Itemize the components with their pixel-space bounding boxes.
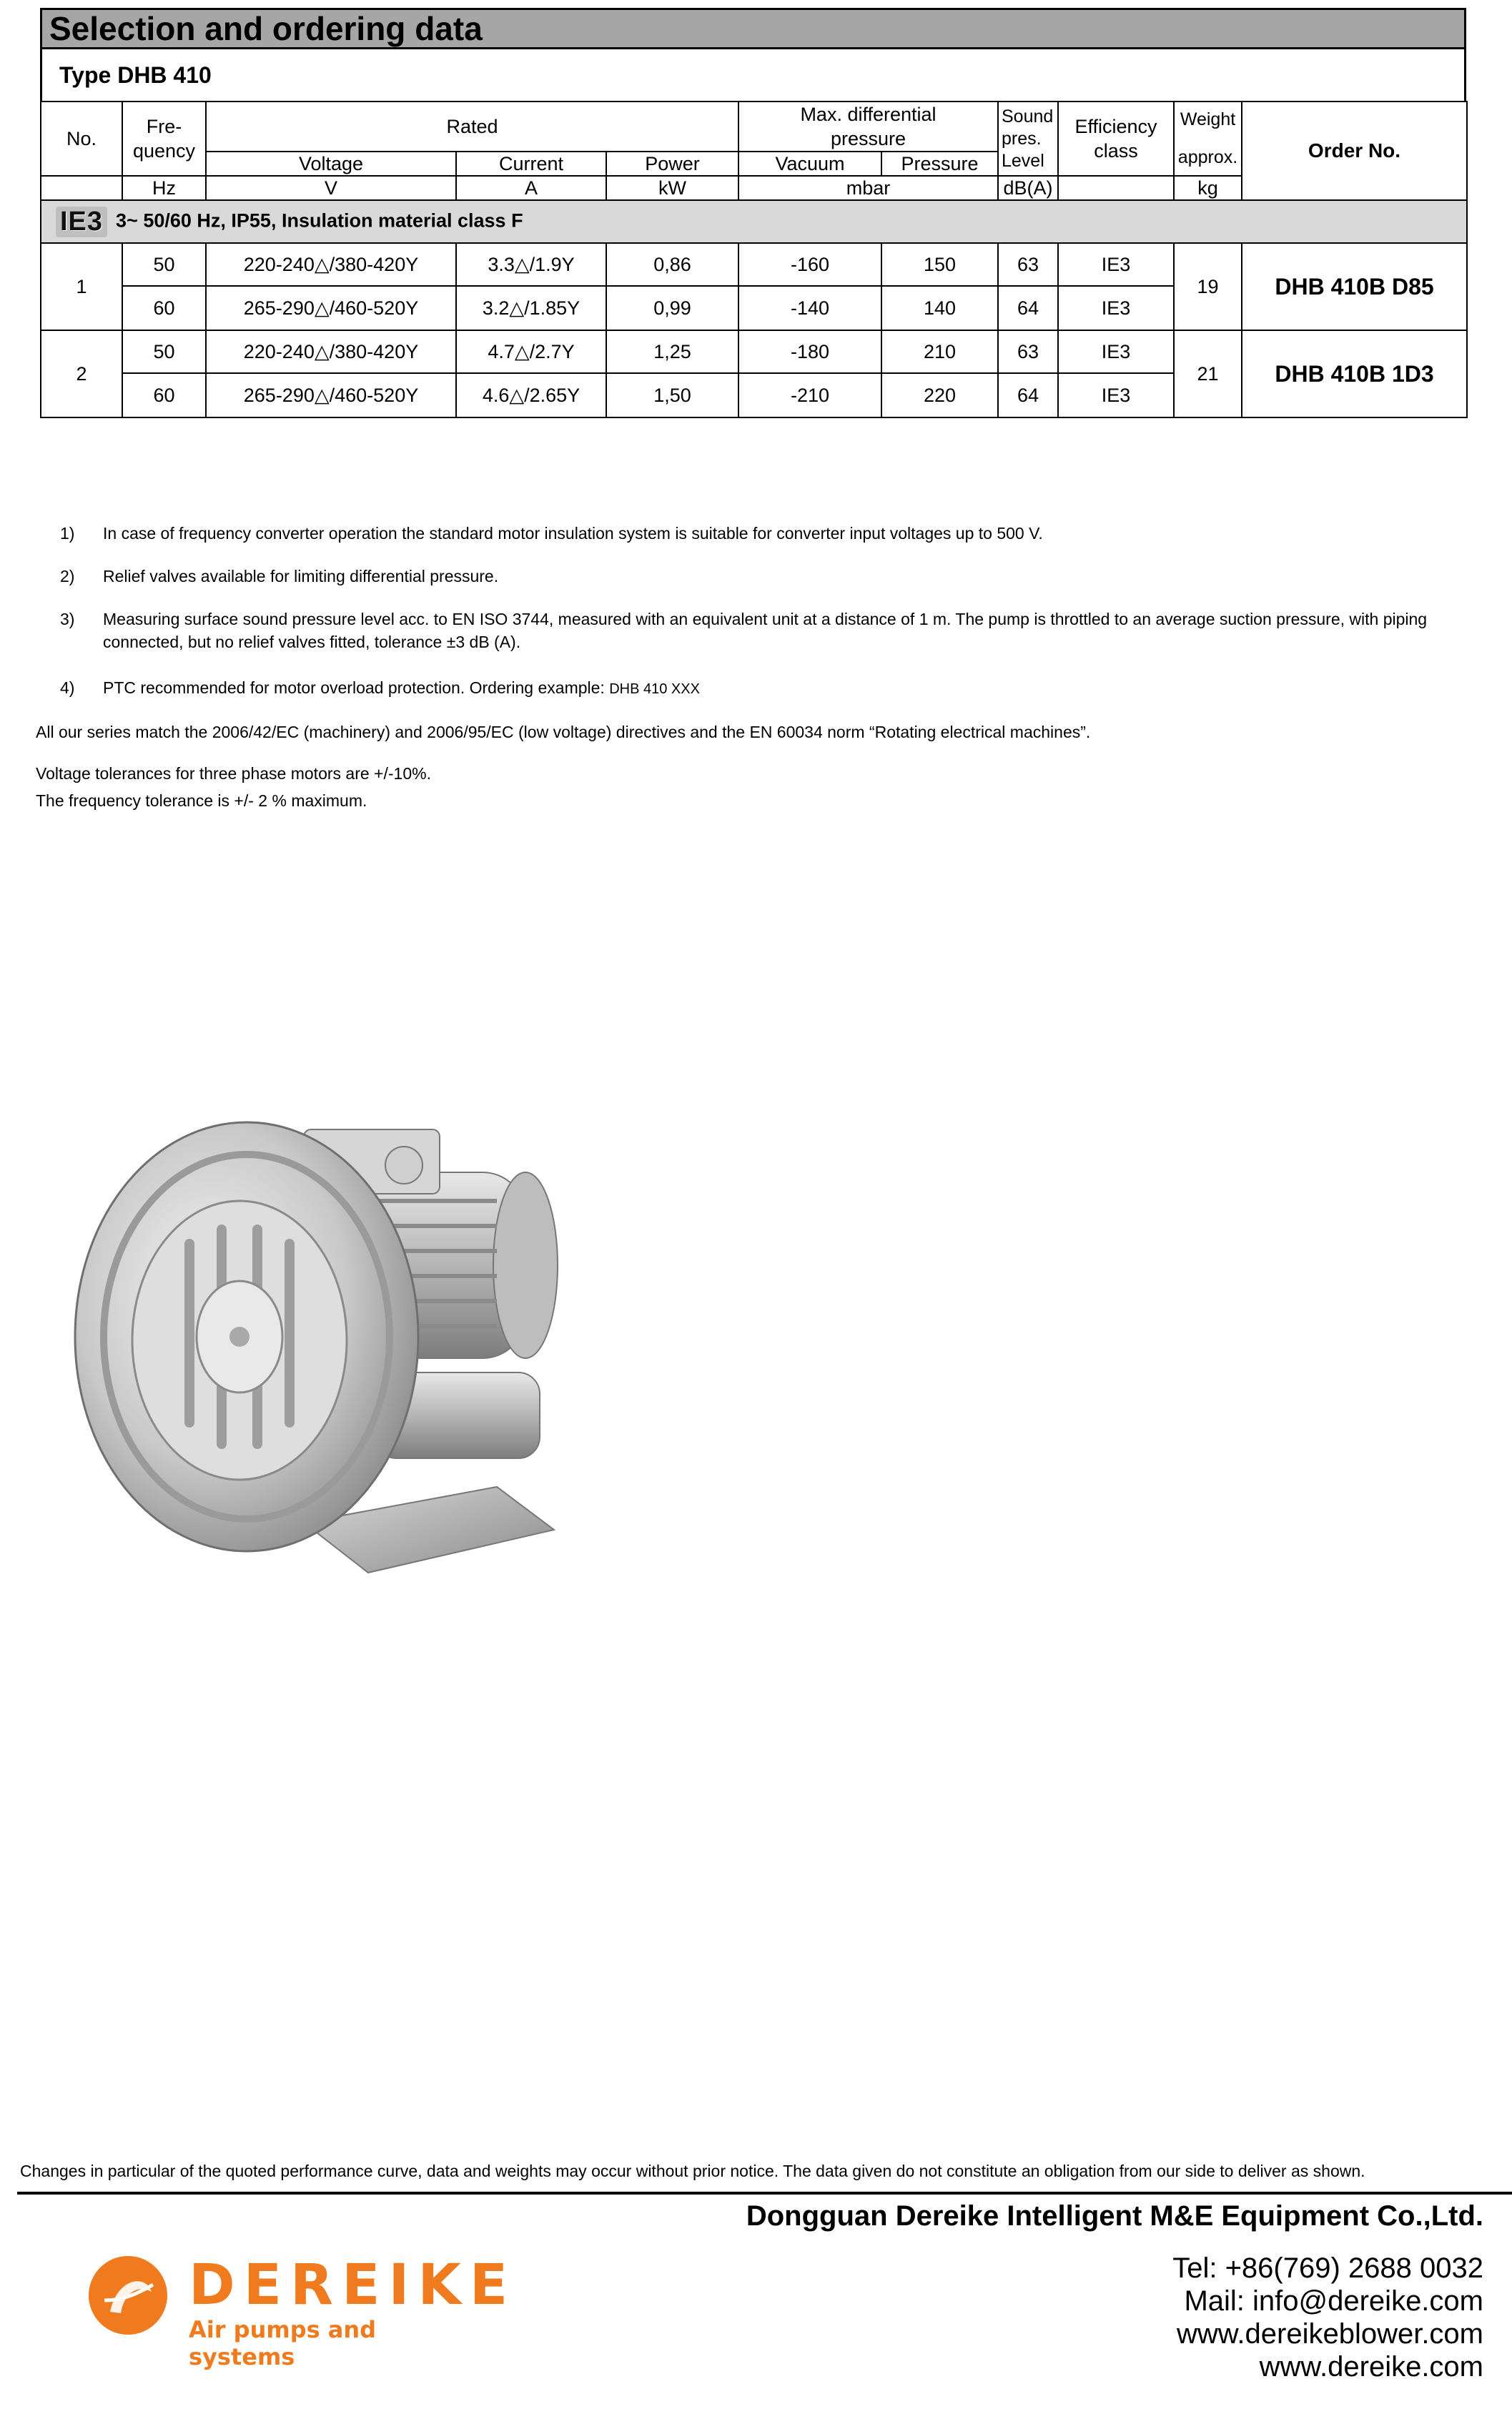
cell-pressure: 220 — [881, 373, 998, 417]
unit-blank — [41, 176, 122, 200]
cell-voltage: 265-290△/460-520Y — [206, 286, 456, 330]
header-sound-line2: pres. — [1002, 128, 1042, 149]
row-no: 1 — [41, 243, 122, 330]
logo-mark-icon — [89, 2256, 167, 2335]
cell-voltage: 220-240△/380-420Y — [206, 243, 456, 286]
company-name: Dongguan Dereike Intelligent M&E Equipment Co.,Ltd. — [746, 2200, 1483, 2232]
header-weight — [1174, 102, 1242, 176]
ie3-band — [41, 200, 1467, 243]
contact-website[interactable]: www.dereikeblower.com — [1176, 2318, 1483, 2350]
table-row — [41, 243, 1467, 286]
cell-weight: 19 — [1174, 243, 1242, 330]
directives-text: All our series match the 2006/42/EC (machinery) and 2006/95/EC (low voltage) directives and the EN 60034 norm “Rotating electrical machines”. — [36, 723, 1091, 741]
section-title: Selection and ordering data — [40, 8, 1466, 49]
disclaimer-text: Changes in particular of the quoted performance curve, data and weights may occur without prior notice. The data given do not constitute an obligation from our side to deliver as shown. — [20, 2162, 1365, 2180]
header-sound-line3: Level — [1002, 150, 1044, 171]
cell-current: 4.6△/2.65Y — [456, 373, 606, 417]
header-voltage: Voltage — [206, 152, 456, 176]
logo-tagline: Air pumps and systems — [189, 2316, 377, 2370]
cell-sound: 63 — [998, 330, 1058, 373]
header-frequency — [122, 102, 206, 176]
header-current: Current — [456, 152, 606, 176]
header-rated: Rated — [206, 102, 738, 152]
unit-a: A — [456, 176, 606, 200]
cell-vacuum: -210 — [738, 373, 881, 417]
cell-voltage: 265-290△/460-520Y — [206, 373, 456, 417]
cell-sound: 64 — [998, 373, 1058, 417]
footnote-text: Relief valves available for limiting differential pressure. — [103, 567, 499, 585]
cell-vacuum: -140 — [738, 286, 881, 330]
cell-pressure: 140 — [881, 286, 998, 330]
logo-wordmark: DEREIKE — [189, 2253, 517, 2318]
unit-kw: kW — [606, 176, 738, 200]
cell-pressure: 210 — [881, 330, 998, 373]
voltage-tolerance: Voltage tolerances for three phase motors are +/-10%. — [36, 764, 431, 783]
unit-hz: Hz — [122, 176, 206, 200]
footer-divider — [17, 2192, 1512, 2195]
header-frequency-text: Fre- quency — [132, 116, 196, 162]
header-weight-approx: approx. — [1177, 147, 1238, 167]
header-power: Power — [606, 152, 738, 176]
unit-dba: dB(A) — [998, 176, 1058, 200]
frequency-tolerance: The frequency tolerance is +/- 2 % maximum. — [36, 791, 367, 810]
logo-emblem-icon — [89, 2256, 167, 2335]
unit-eff-blank — [1058, 176, 1174, 200]
unit-mbar: mbar — [738, 176, 998, 200]
row-no: 2 — [41, 330, 122, 417]
cell-freq: 60 — [122, 373, 206, 417]
cell-current: 3.3△/1.9Y — [456, 243, 606, 286]
table-row — [41, 330, 1467, 373]
header-order-no: Order No. — [1242, 102, 1467, 200]
side-channel-blower-image — [68, 1087, 583, 1601]
cell-voltage: 220-240△/380-420Y — [206, 330, 456, 373]
type-label: Type DHB 410 — [40, 49, 1466, 101]
footnote-text: PTC recommended for motor overload protection. Ordering example: — [103, 678, 605, 697]
header-weight-label: Weight — [1180, 109, 1236, 129]
header-efficiency: Efficiency class — [1058, 102, 1174, 176]
footnote-text: Measuring surface sound pressure level acc. to EN ISO 3744, measured with an equivalent unit at a distance of 1 m. The pump is throttled to an average suction pressure, with piping connected, but no relief valves fitted, tolerance ±3 dB (A). — [103, 610, 1428, 651]
cell-freq: 50 — [122, 330, 206, 373]
footnote-number: 1) — [60, 524, 75, 543]
footnote-text-wrap — [103, 676, 1461, 701]
header-sound-line1: Sound — [1002, 106, 1054, 127]
ie3-badge: IE3 — [56, 207, 107, 237]
header-pressure: Pressure — [881, 152, 998, 176]
header-no: No. — [41, 102, 122, 176]
cell-power: 1,25 — [606, 330, 738, 373]
cell-eff: IE3 — [1058, 286, 1174, 330]
cell-power: 0,86 — [606, 243, 738, 286]
footnote-text: In case of frequency converter operation the standard motor insulation system is suitable for converter input voltages up to 500 V. — [103, 524, 1043, 543]
blower-illustration — [68, 1087, 583, 1601]
contact-block — [1172, 2252, 1483, 2383]
cell-freq: 50 — [122, 243, 206, 286]
order-number: DHB 410B 1D3 — [1242, 330, 1467, 417]
cell-vacuum: -160 — [738, 243, 881, 286]
unit-v: V — [206, 176, 456, 200]
cell-pressure: 150 — [881, 243, 998, 286]
cell-power: 1,50 — [606, 373, 738, 417]
cell-freq: 60 — [122, 286, 206, 330]
footnote-number: 4) — [60, 678, 75, 697]
cell-sound: 63 — [998, 243, 1058, 286]
header-vacuum: Vacuum — [738, 152, 881, 176]
cell-power: 0,99 — [606, 286, 738, 330]
cell-current: 3.2△/1.85Y — [456, 286, 606, 330]
company-logo — [89, 2252, 517, 2370]
spec-table — [40, 101, 1468, 418]
cell-eff: IE3 — [1058, 243, 1174, 286]
contact-mail[interactable]: Mail: info@dereike.com — [1184, 2285, 1483, 2317]
cell-current: 4.7△/2.7Y — [456, 330, 606, 373]
ordering-example: DHB 410 XXX — [609, 681, 700, 697]
header-sound — [998, 102, 1058, 176]
cell-eff: IE3 — [1058, 330, 1174, 373]
cell-vacuum: -180 — [738, 330, 881, 373]
ie3-description: 3~ 50/60 Hz, IP55, Insulation material class F — [116, 209, 523, 232]
contact-website-alt[interactable]: www.dereike.com — [1259, 2351, 1483, 2383]
footnote-number: 3) — [60, 610, 75, 628]
cell-sound: 64 — [998, 286, 1058, 330]
order-number: DHB 410B D85 — [1242, 243, 1467, 330]
contact-tel: Tel: +86(769) 2688 0032 — [1172, 2252, 1483, 2284]
spec-section — [40, 8, 1466, 418]
cell-eff: IE3 — [1058, 373, 1174, 417]
header-max-diff-pressure: Max. differential pressure — [738, 102, 998, 152]
cell-weight: 21 — [1174, 330, 1242, 417]
footnote-number: 2) — [60, 567, 75, 585]
unit-kg: kg — [1174, 176, 1242, 200]
